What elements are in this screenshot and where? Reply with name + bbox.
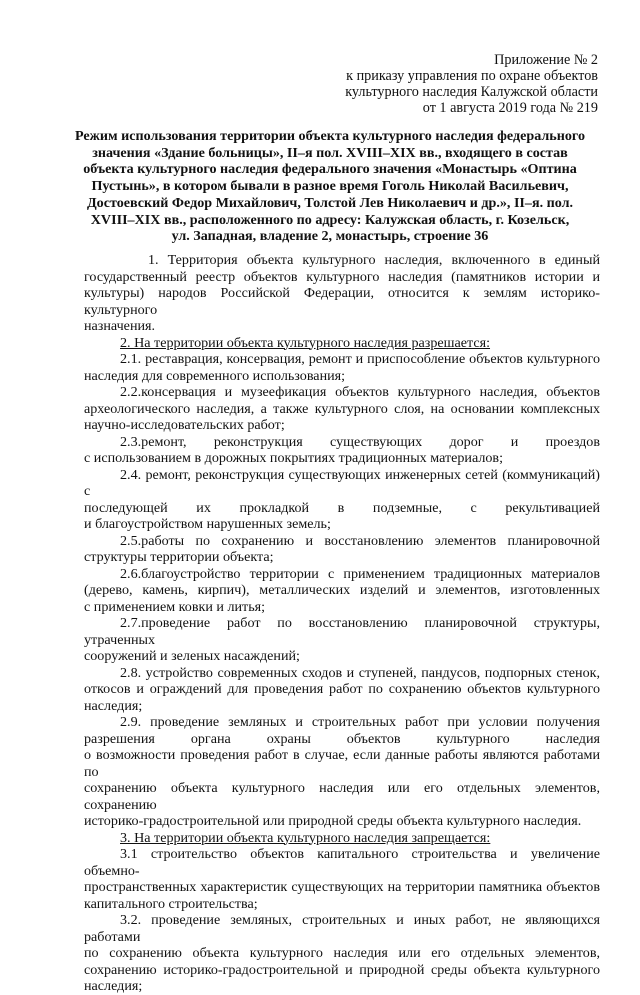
title-line: значения «Здание больницы», II–я пол. XVIII–XIX вв., входящего в состав [92, 144, 568, 161]
text-line: наследия для современного использования; [84, 367, 346, 384]
text-line: 2.4. ремонт, реконструкция существующих инженерных сетей (коммуникаций) с [84, 466, 600, 499]
text-line: разрешения органа охраны объектов культурного наследия [84, 730, 600, 747]
list-item-2-5 [84, 533, 600, 566]
text-line: последующей их прокладкой в подземные, с рекультивацией [84, 499, 600, 516]
title-line: ул. Западная, владение 2, монастырь, строение 36 [171, 228, 489, 245]
text-line: сохранению объекта культурного наследия или его отдельных элементов, сохранению [84, 780, 600, 813]
section-2-heading: 2. На территории объекта культурного наследия разрешается: [120, 334, 491, 351]
list-item-2-6 [84, 566, 600, 616]
text-line: 2.3.ремонт, реконструкция существующих дорог и проездов [120, 433, 600, 450]
list-item-2-7 [84, 615, 600, 665]
order-reference: к приказу управления по охране объектов [346, 68, 598, 84]
order-authority: культурного наследия Калужской области [345, 84, 598, 100]
text-line: 2.8. устройство современных сходов и ступеней, пандусов, подпорных стенок, [120, 664, 600, 681]
appendix-header [268, 52, 598, 116]
text-line: капитального строительства; [84, 895, 258, 912]
title-line: объекта культурного наследия федерального значения «Монастырь «Оптина [83, 161, 577, 178]
text-line: пространственных характеристик существующих на территории памятника объектов [84, 879, 600, 895]
text-line: назначения. [84, 318, 156, 334]
paragraph-1 [84, 252, 600, 335]
title-line: XVIII–XIX вв., расположенного по адресу: Калужская область, г. Козельск, [90, 211, 570, 228]
text-line: откосов и ограждений для проведения работ по сохранению объектов культурного [84, 681, 600, 697]
text-line: по сохранению объекта культурного наследия или его отдельных элементов, [84, 945, 600, 961]
text-line: сохранению историко-градостроительной и природной среды объекта культурного [84, 961, 600, 978]
text-line: наследия; [84, 697, 143, 714]
text-line: сооружений и зеленых насаждений; [84, 648, 300, 664]
text-line: с применением ковки и литья; [84, 598, 266, 615]
list-item-2-4 [84, 467, 600, 533]
text-line: 3.2. проведение земляных, строительных и иных работ, не являющихся работами [84, 912, 600, 945]
text-line: структуры территории объекта; [84, 549, 274, 565]
text-line: археологического наследия, а также культурного слоя, на основании комплексных [84, 400, 600, 417]
section-3-heading: 3. На территории объекта культурного наследия запрещается: [120, 829, 491, 846]
text-line: государственный реестр объектов культурного наследия (памятников истории и [84, 268, 600, 285]
text-line: 2.1. реставрация, консервация, ремонт и приспособление объектов культурного [120, 351, 600, 367]
title-line: Достоевский Федор Михайлович, Толстой Лев Николаевич и др.», II–я. пол. [86, 194, 574, 211]
appendix-number: Приложение № 2 [494, 52, 598, 68]
document-title [60, 128, 600, 245]
text-line: о возможности проведения работ в случае, если данные работы являются работами по [84, 747, 600, 780]
text-line: историко-градостроительной или природной среды объекта культурного наследия. [84, 813, 582, 829]
text-line: наследия; [84, 978, 143, 994]
order-date: от 1 августа 2019 года № 219 [422, 100, 598, 116]
document-body [84, 252, 600, 995]
list-item-2-2 [84, 384, 600, 434]
text-line: (дерево, камень, кирпич), металлических изделий и элементов, изготовленных [84, 582, 600, 598]
title-line: Пустынь», в котором бывали в разное время Гоголь Николай Васильевич, [91, 178, 569, 195]
text-line: 2.2.консервация и музеефикация объектов культурного наследия, объектов [120, 384, 600, 400]
text-line: культуры) народов Российской Федерации, относится к землям историко-культурного [84, 285, 600, 318]
text-line: научно-исследовательских работ; [84, 417, 285, 433]
list-item-3-2 [84, 912, 600, 995]
list-item-2-9 [84, 714, 600, 830]
text-line: 3.1 строительство объектов капитального строительства и увеличение объемно- [84, 846, 600, 879]
text-line: 2.9. проведение земляных и строительных работ при условии получения [120, 714, 600, 730]
text-line: 1. Территория объекта культурного наследия, включенного в единый [148, 252, 600, 268]
text-line: 2.7.проведение работ по восстановлению планировочной структуры, утраченных [84, 615, 600, 648]
text-line: 2.6.благоустройство территории с применением традиционных материалов [120, 565, 600, 582]
text-line: и благоустройством нарушенных земель; [84, 516, 331, 532]
list-item-3-1 [84, 846, 600, 912]
text-line: с использованием в дорожных покрытиях традиционных материалов; [84, 450, 503, 466]
list-item-2-1 [84, 351, 600, 384]
text-line: 2.5.работы по сохранению и восстановлению элементов планировочной [120, 532, 600, 549]
list-item-2-8 [84, 665, 600, 715]
list-item-2-3 [84, 434, 600, 467]
title-line: Режим использования территории объекта культурного наследия федерального [74, 128, 586, 144]
